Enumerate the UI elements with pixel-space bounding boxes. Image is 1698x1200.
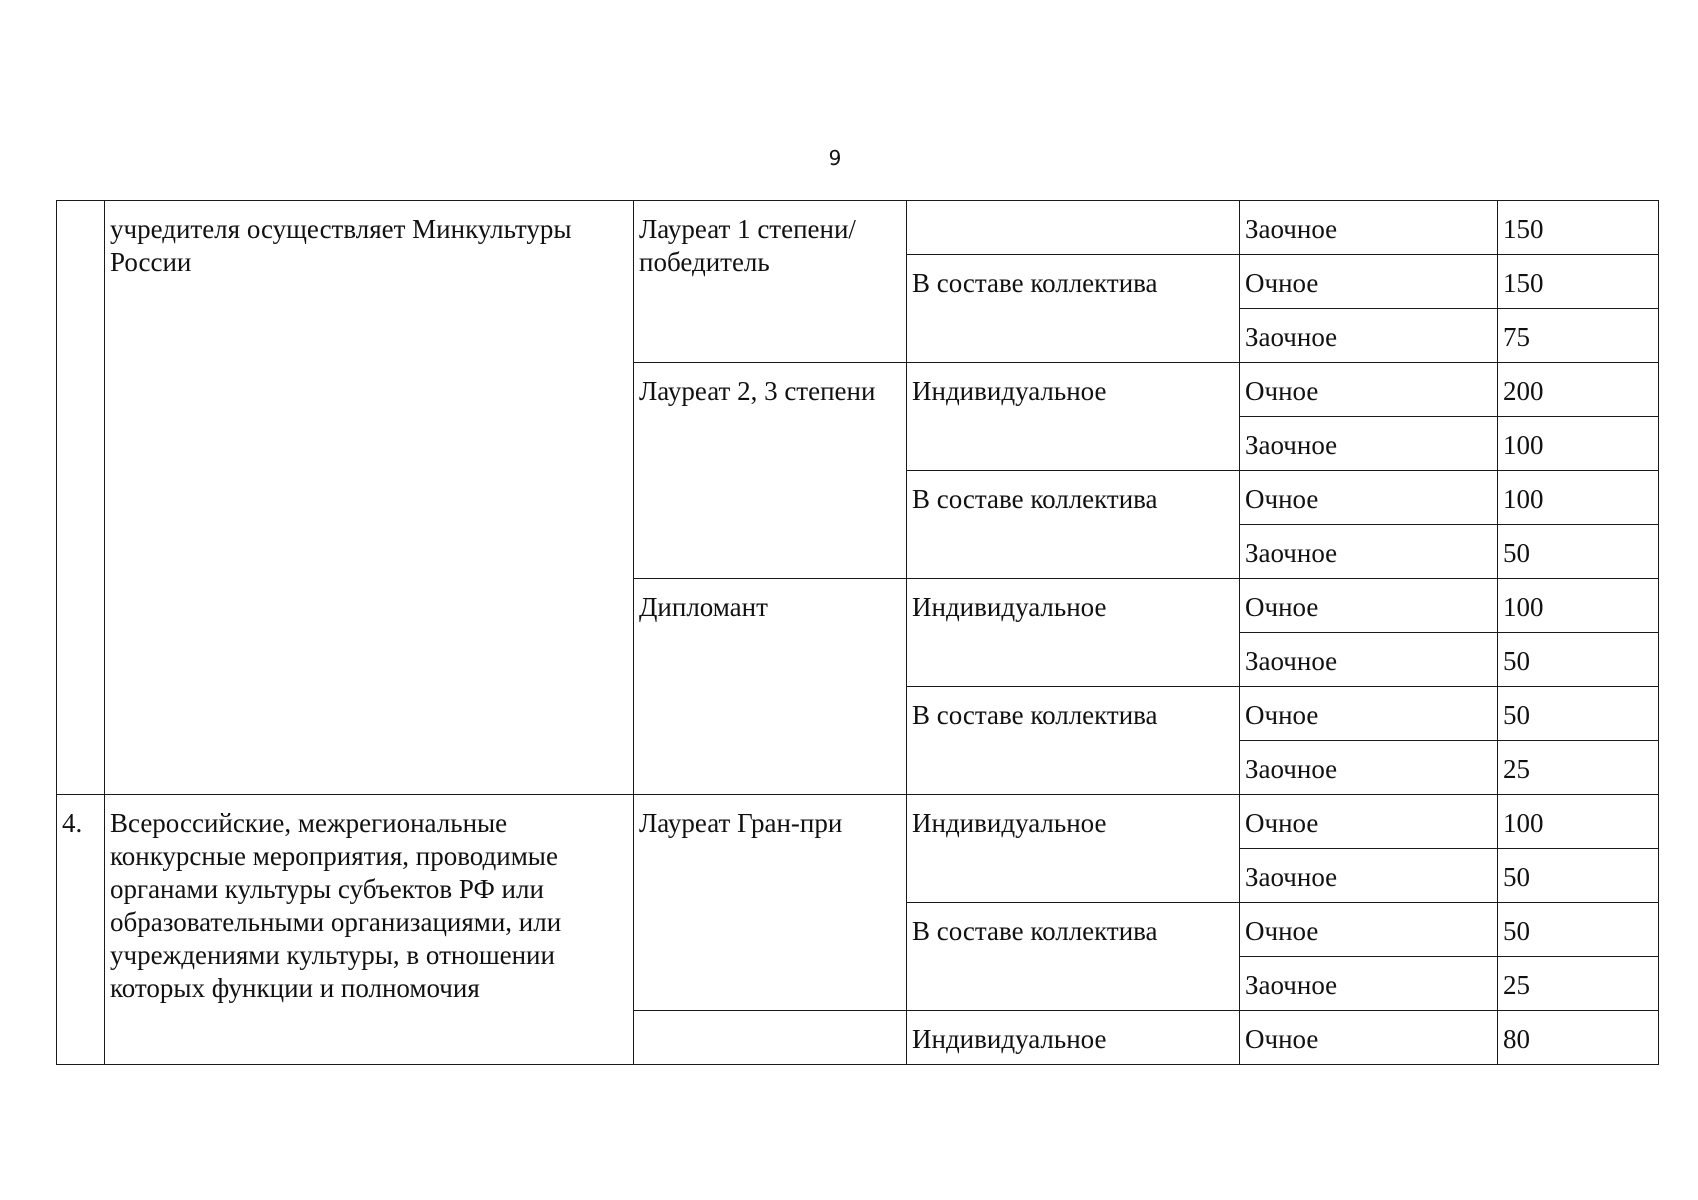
cell-points: 100 bbox=[1498, 795, 1659, 849]
cell-points: 80 bbox=[1498, 1011, 1659, 1065]
cell-points: 25 bbox=[1498, 957, 1659, 1011]
cell-participation: В составе коллектива bbox=[907, 687, 1240, 795]
cell-points: 50 bbox=[1498, 633, 1659, 687]
table-row bbox=[57, 201, 1659, 255]
cell-form: Очное bbox=[1240, 471, 1498, 525]
cell-participation: В составе коллектива bbox=[907, 903, 1240, 1011]
cell-form: Заочное bbox=[1240, 957, 1498, 1011]
awards-points-table bbox=[56, 200, 1659, 1065]
cell-points: 50 bbox=[1498, 687, 1659, 741]
cell-form: Заочное bbox=[1240, 633, 1498, 687]
cell-points: 50 bbox=[1498, 525, 1659, 579]
cell-form: Очное bbox=[1240, 363, 1498, 417]
cell-points: 100 bbox=[1498, 471, 1659, 525]
cell-participation: Индивидуальное bbox=[907, 795, 1240, 903]
cell-points: 200 bbox=[1498, 363, 1659, 417]
page-number: 9 bbox=[828, 146, 842, 170]
cell-award-level: Лауреат 1 степени/победитель bbox=[634, 201, 907, 363]
cell-form: Заочное bbox=[1240, 741, 1498, 795]
cell-participation: В составе коллектива bbox=[907, 255, 1240, 363]
cell-participation: В составе коллектива bbox=[907, 471, 1240, 579]
cell-form: Заочное bbox=[1240, 201, 1498, 255]
cell-points: 25 bbox=[1498, 741, 1659, 795]
cell-points: 150 bbox=[1498, 201, 1659, 255]
cell-participation: Индивидуальное bbox=[907, 579, 1240, 687]
cell-points: 150 bbox=[1498, 255, 1659, 309]
cell-participation: Индивидуальное bbox=[907, 1011, 1240, 1065]
cell-points: 50 bbox=[1498, 849, 1659, 903]
cell-form: Заочное bbox=[1240, 525, 1498, 579]
cell-description: Всероссийские, межрегиональные конкурсные мероприятия, проводимые органами культуры субъектов РФ или образовательными организациями, или учреждениями культуры, в отношении которых функции и полномочия bbox=[105, 795, 634, 1065]
cell-points: 100 bbox=[1498, 417, 1659, 471]
table-row bbox=[57, 795, 1659, 849]
cell-form: Очное bbox=[1240, 795, 1498, 849]
cell-award-level: Дипломант bbox=[634, 579, 907, 795]
cell-form: Очное bbox=[1240, 687, 1498, 741]
cell-form: Очное bbox=[1240, 903, 1498, 957]
cell-form: Заочное bbox=[1240, 849, 1498, 903]
cell-award-level: Лауреат Гран-при bbox=[634, 795, 907, 1011]
cell-number-3 bbox=[57, 201, 105, 795]
table-body bbox=[57, 201, 1659, 1065]
cell-form: Очное bbox=[1240, 579, 1498, 633]
cell-points: 75 bbox=[1498, 309, 1659, 363]
cell-participation bbox=[907, 201, 1240, 255]
cell-description: учредителя осуществляет Минкультуры России bbox=[105, 201, 634, 795]
cell-form: Заочное bbox=[1240, 417, 1498, 471]
cell-points: 100 bbox=[1498, 579, 1659, 633]
cell-award-level: Лауреат 2, 3 степени bbox=[634, 363, 907, 579]
cell-points: 50 bbox=[1498, 903, 1659, 957]
cell-form: Очное bbox=[1240, 1011, 1498, 1065]
cell-award-level bbox=[634, 1011, 907, 1065]
cell-number-4: 4. bbox=[57, 795, 105, 1065]
cell-form: Заочное bbox=[1240, 309, 1498, 363]
cell-form: Очное bbox=[1240, 255, 1498, 309]
cell-participation: Индивидуальное bbox=[907, 363, 1240, 471]
